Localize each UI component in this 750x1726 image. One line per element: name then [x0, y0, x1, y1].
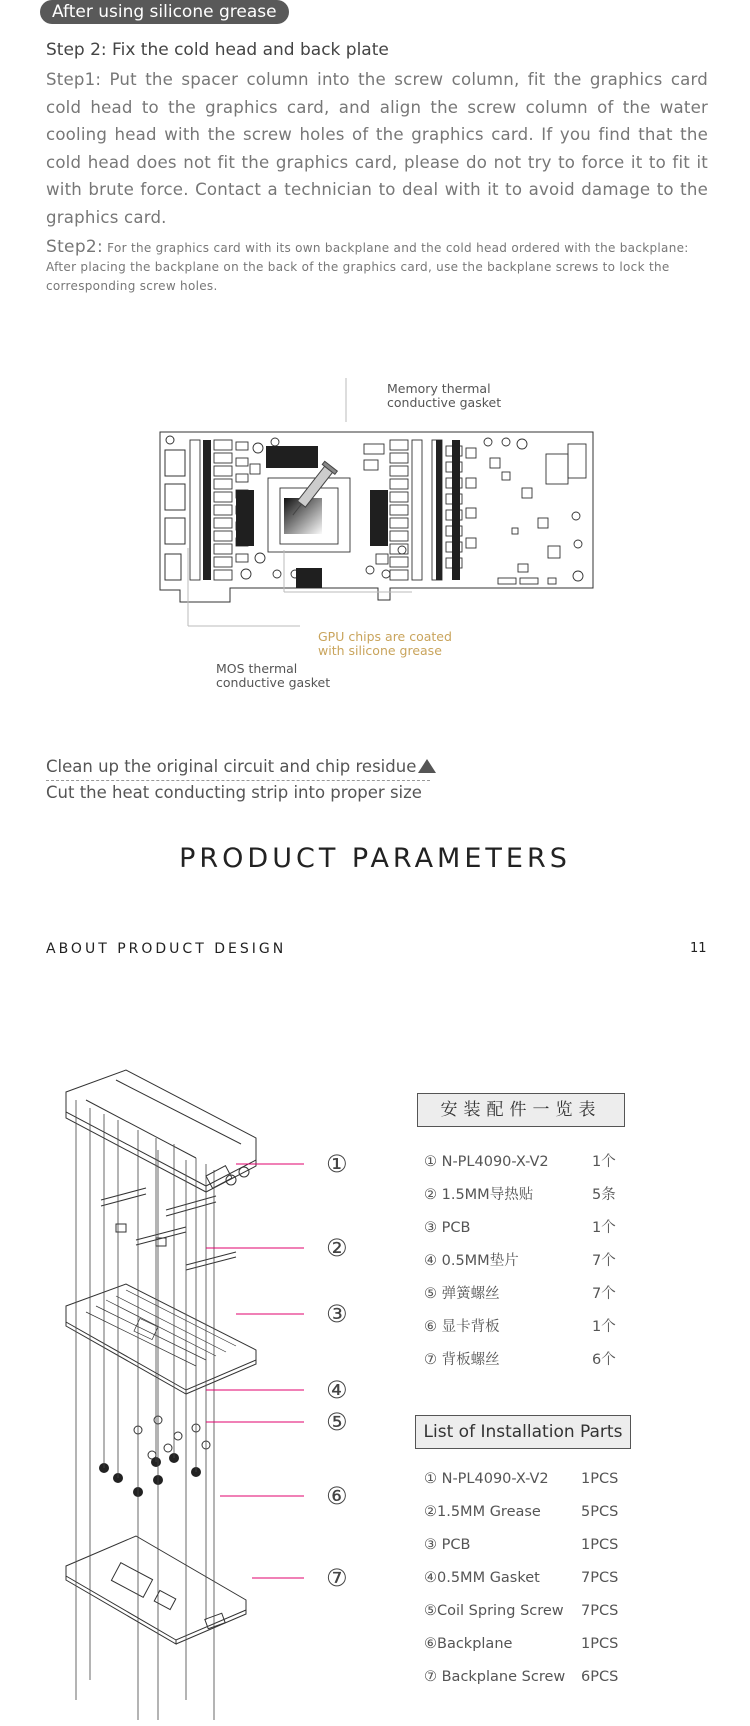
part-name: ⑤Coil Spring Screw: [424, 1603, 564, 1619]
callout-4: ④: [326, 1376, 348, 1404]
section-banner: After using silicone grease: [40, 0, 289, 24]
part-name: ① N-PL4090-X-V2: [424, 1471, 549, 1487]
list-item: [424, 1634, 724, 1654]
part-qty: 5条: [592, 1187, 616, 1203]
callout-6: ⑥: [326, 1482, 348, 1510]
step2-paragraph: [46, 238, 708, 296]
section-title: PRODUCT PARAMETERS: [179, 843, 571, 874]
part-qty: 7PCS: [581, 1603, 619, 1619]
memory-label-line1: Memory thermal: [387, 381, 491, 396]
list-item: [424, 1469, 724, 1489]
gpu-grease-label: [318, 630, 452, 658]
callout-3: ③: [326, 1300, 348, 1328]
part-name: ① N-PL4090-X-V2: [424, 1154, 549, 1170]
step1-paragraph: Step1: Put the spacer column into the screw column, fit the graphics card cold head to the graphics card, and align the screw column of the water cooling head with the screw holes of the graphics card. If you find that the cold head does not fit the graphics card, please do not try to force it to fit it with brute force. Contact a technician to deal with it to avoid damage to the graphics card.: [46, 70, 708, 227]
part-qty: 7个: [592, 1286, 616, 1302]
part-name: ③ PCB: [424, 1537, 471, 1553]
list-item: [424, 1218, 724, 1238]
list-item: [424, 1601, 724, 1621]
part-qty: 1PCS: [581, 1471, 619, 1487]
part-qty: 1个: [592, 1319, 616, 1335]
parts-list-cn-title: 安装配件一览表: [417, 1093, 625, 1127]
mos-gasket-label: [216, 662, 330, 690]
callout-7: ⑦: [326, 1564, 348, 1592]
list-item: [424, 1251, 724, 1271]
part-qty: 1个: [592, 1220, 616, 1236]
part-qty: 1PCS: [581, 1537, 619, 1553]
list-item: [424, 1535, 724, 1555]
callout-5: ⑤: [326, 1408, 348, 1436]
list-item: [424, 1152, 724, 1172]
step2-body: For the graphics card with its own backplane and the cold head ordered with the backplane: After placing the backplane on the back of the graphics card, use the backplane screws to lock the corresponding screw holes.: [46, 241, 689, 293]
cut-note: Cut the heat conducting strip into proper size: [46, 783, 422, 802]
part-qty: 6PCS: [581, 1669, 619, 1685]
list-item: [424, 1317, 724, 1337]
step-heading: Step 2: Fix the cold head and back plate: [46, 40, 389, 60]
part-name: ⑦ 背板螺丝: [424, 1352, 500, 1368]
list-item: [424, 1667, 724, 1687]
part-qty: 1个: [592, 1154, 616, 1170]
clean-note: [46, 757, 436, 776]
part-qty: 1PCS: [581, 1636, 619, 1652]
part-name: ⑦ Backplane Screw: [424, 1669, 566, 1685]
part-name: ⑤ 弹簧螺丝: [424, 1286, 500, 1302]
list-item: [424, 1568, 724, 1588]
step2-lead: Step2:: [46, 237, 104, 257]
list-item: [424, 1284, 724, 1304]
part-qty: 5PCS: [581, 1504, 619, 1520]
memory-gasket-label: [387, 382, 501, 410]
note-divider: [46, 780, 430, 781]
part-name: ② 1.5MM导热贴: [424, 1187, 534, 1203]
list-item: [424, 1502, 724, 1522]
callout-2: ②: [326, 1234, 348, 1262]
page-number: 11: [690, 941, 707, 956]
part-qty: 6个: [592, 1352, 616, 1368]
part-qty: 7PCS: [581, 1570, 619, 1586]
gpu-label-line2: with silicone grease: [318, 643, 442, 658]
about-label: ABOUT PRODUCT DESIGN: [46, 941, 287, 957]
part-name: ④ 0.5MM垫片: [424, 1253, 519, 1269]
parts-list-en-title: List of Installation Parts: [415, 1415, 631, 1449]
part-name: ⑥Backplane: [424, 1636, 513, 1652]
gpu-label-line1: GPU chips are coated: [318, 629, 452, 644]
memory-label-line2: conductive gasket: [387, 395, 502, 410]
clean-note-text: Clean up the original circuit and chip residue: [46, 757, 417, 776]
mos-label-line1: MOS thermal: [216, 661, 298, 676]
part-name: ②1.5MM Grease: [424, 1504, 541, 1520]
callout-1: ①: [326, 1150, 348, 1178]
triangle-icon: [418, 759, 436, 773]
part-qty: 7个: [592, 1253, 616, 1269]
list-item: [424, 1185, 724, 1205]
list-item: [424, 1350, 724, 1370]
part-name: ④0.5MM Gasket: [424, 1570, 540, 1586]
mos-label-line2: conductive gasket: [216, 675, 331, 690]
part-name: ③ PCB: [424, 1220, 471, 1236]
part-name: ⑥ 显卡背板: [424, 1319, 500, 1335]
